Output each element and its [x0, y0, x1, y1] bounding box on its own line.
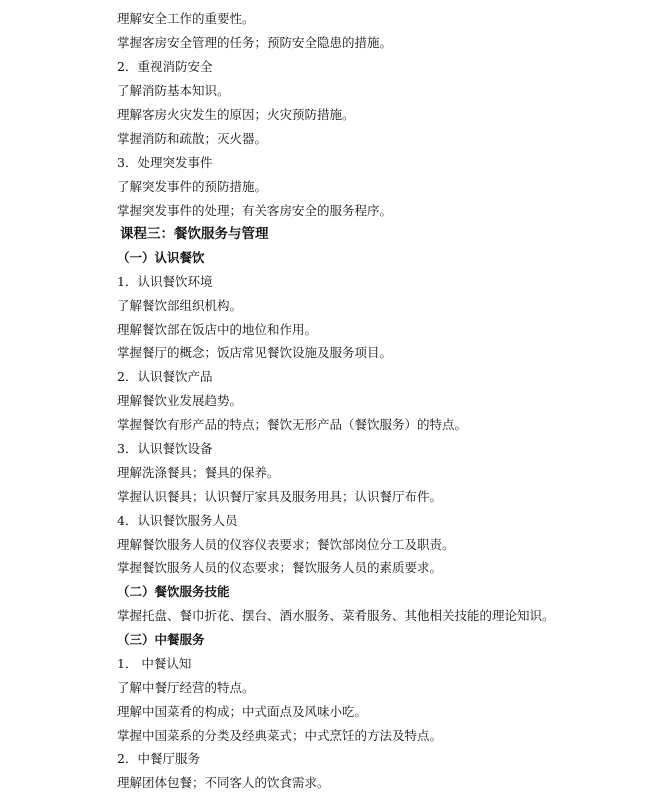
numbered-heading: 1．认识餐饮环境 [117, 274, 213, 289]
text-line: 掌握中国菜系的分类及经典菜式；中式烹饪的方法及特点。 [117, 728, 443, 743]
text-line: 理解安全工作的重要性。 [117, 11, 255, 26]
text-line: 掌握餐饮服务人员的仪态要求；餐饮服务人员的素质要求。 [117, 560, 443, 575]
numbered-heading: 3．处理突发事件 [117, 155, 213, 170]
text-line: 了解消防基本知识。 [117, 83, 230, 98]
text-line: 理解餐饮部在饭店中的地位和作用。 [117, 322, 318, 337]
text-line: 理解洗涤餐具；餐具的保养。 [117, 465, 280, 480]
text-line: 掌握托盘、餐巾折花、摆台、酒水服务、菜肴服务、其他相关技能的理论知识。 [117, 608, 555, 623]
numbered-heading: 4．认识餐饮服务人员 [117, 513, 238, 528]
section-heading: （一）认识餐饮 [117, 250, 205, 265]
course-heading: 课程三：餐饮服务与管理 [120, 226, 269, 242]
numbered-heading: 2．中餐厅服务 [117, 751, 200, 766]
text-line: 理解餐饮业发展趋势。 [117, 393, 243, 408]
numbered-heading: 2．认识餐饮产品 [117, 369, 213, 384]
text-line: 了解餐饮部组织机构。 [117, 298, 243, 313]
text-line: 掌握餐厅的概念；饭店常见餐饮设施及服务项目。 [117, 345, 393, 360]
numbered-heading: 1． 中餐认知 [117, 656, 192, 671]
text-line: 理解客房火灾发生的原因；火灾预防措施。 [117, 107, 355, 122]
numbered-heading: 3．认识餐饮设备 [117, 441, 213, 456]
text-line: 掌握突发事件的处理；有关客房安全的服务程序。 [117, 203, 393, 218]
numbered-heading: 2．重视消防安全 [117, 59, 213, 74]
text-line: 理解团体包餐；不同客人的饮食需求。 [117, 775, 330, 790]
section-heading: （三）中餐服务 [117, 632, 205, 647]
text-line: 掌握消防和疏散；灭火器。 [117, 131, 268, 146]
text-line: 掌握客房安全管理的任务；预防安全隐患的措施。 [117, 35, 393, 50]
section-heading: （二）餐饮服务技能 [117, 584, 230, 599]
text-line: 掌握认识餐具；认识餐厅家具及服务用具；认识餐厅布件。 [117, 489, 443, 504]
text-line: 了解突发事件的预防措施。 [117, 179, 268, 194]
text-line: 理解中国菜肴的构成；中式面点及风味小吃。 [117, 704, 368, 719]
text-line: 掌握餐饮有形产品的特点；餐饮无形产品（餐饮服务）的特点。 [117, 417, 468, 432]
text-line: 理解餐饮服务人员的仪容仪表要求；餐饮部岗位分工及职责。 [117, 537, 455, 552]
text-line: 了解中餐厅经营的特点。 [117, 680, 255, 695]
